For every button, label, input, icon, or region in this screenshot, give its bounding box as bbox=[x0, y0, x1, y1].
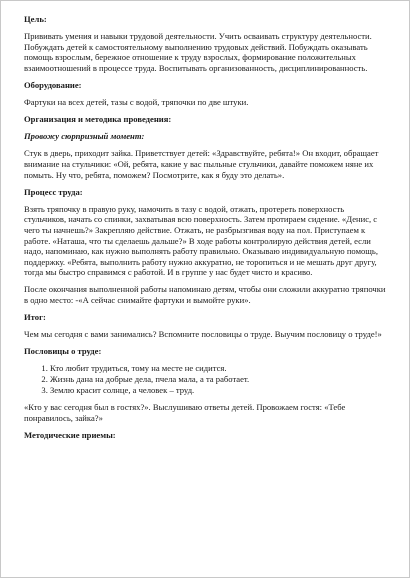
equipment-text: Фартуки на всех детей, тазы с водой, тряпочки по две штуки. bbox=[24, 97, 249, 108]
work-process-paragraph-2: После окончания выполненной работы напоминаю детям, чтобы они сложили аккуратно тряпочки в одно место: -«А сейчас снимайте фартуки и вымойте руки». bbox=[24, 284, 386, 305]
work-process-heading: Процесс труда: bbox=[24, 186, 83, 197]
summary-text: Чем мы сегодня с вами занимались? Вспомните пословицы о труде. Выучим пословицу о труде!» bbox=[24, 329, 382, 340]
closing-text: «Кто у вас сегодня был в гостях?». Выслушиваю ответы детей. Провожаем гостя: «Тебе понравилось, зайка?» bbox=[24, 402, 346, 423]
work-process-paragraph-1: Взять тряпочку в правую руку, намочить в тазу с водой, отжать, протереть поверхность стульчиков, начать со спинки, захватывая всю поверхность. Затем протираем сидение. «Денис, с чего ты начнешь?» Закрепляю действие. Отжать, не разбрызгивая воду на пол. Приступаем к работе. «Наташа, что ты сделаешь дальше?» В ходе работы контролирую действия детей, если надо, напоминаю, как нужно выполнять работу правильно. Оказываю индивидуальную помощь, поддержку. «Ребята, выполнить работу нужно аккуратно, не торопиться и не мешать друг другу, тогда мы быстро справимся с работой. И в группе у нас будет чисто и красиво. bbox=[24, 203, 378, 278]
proverb-item: 1. Кто любит трудиться, тому на месте не сидится. bbox=[50, 363, 386, 374]
proverbs-heading: Пословицы о труде: bbox=[24, 346, 102, 357]
surprise-moment-text: Стук в дверь, приходит зайка. Приветствует детей: «Здравствуйте, ребята!» Он входит, обращает внимание на стульчики: «Ой, ребята, какие у вас пыльные стульчики, давайте поможем няне их помыть. Ну что, ребята, поможем? Посмотрите, как я буду это делать». bbox=[24, 148, 379, 180]
goal-heading: Цель: bbox=[24, 14, 47, 24]
summary-heading: Итог: bbox=[24, 312, 46, 323]
proverbs-list bbox=[24, 363, 386, 395]
goal-text: Прививать умения и навыки трудовой деятельности. Учить осваивать структуру деятельности. Побуждать детей к самостоятельному выполнению трудовых действий. Побуждать оказывать помощь взрослым, бережное отношение к труду взрослых, формирование положительных взаимоотношений в процессе труда. Воспитывать организованность, дисциплинированность. bbox=[24, 31, 372, 73]
equipment-heading: Оборудование: bbox=[24, 79, 82, 90]
proverb-item: 3. Землю красит солнце, а человек – труд. bbox=[50, 385, 386, 396]
proverb-item: 2. Жизнь дана на добрые дела, пчела мала, а та работает. bbox=[50, 374, 386, 385]
organization-heading: Организация и методика проведения: bbox=[24, 114, 172, 125]
surprise-moment-heading: Провожу сюрпризный момент: bbox=[24, 131, 145, 142]
methods-heading: Методические приемы: bbox=[24, 429, 116, 440]
document-content bbox=[24, 14, 386, 447]
